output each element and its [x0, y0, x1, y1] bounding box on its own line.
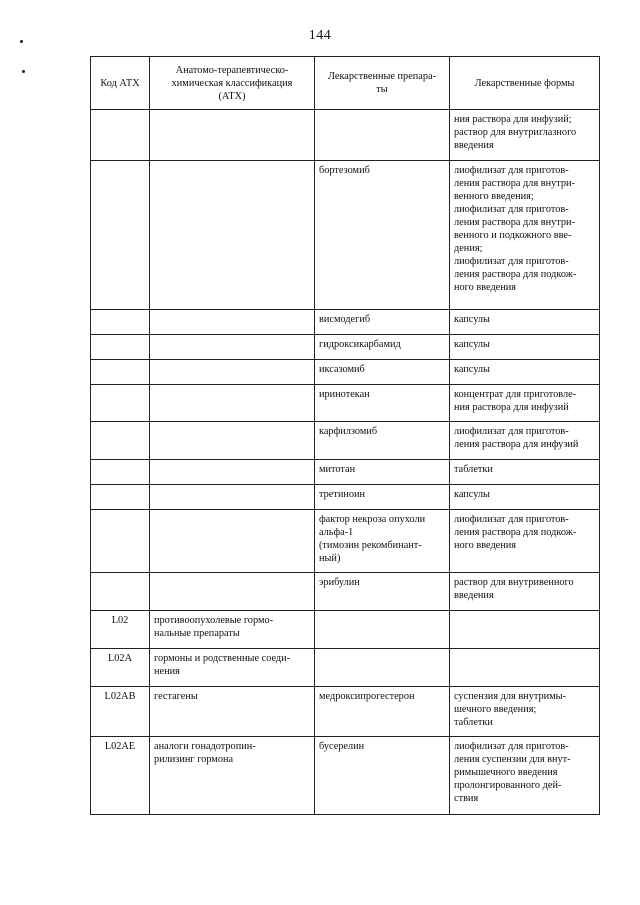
dosage-form-cell: [450, 649, 600, 687]
table-row: [91, 687, 600, 737]
drug-cell: гидроксикарбамид: [315, 335, 450, 360]
classification-cell: [150, 161, 315, 310]
dosage-form-cell: лиофилизат для приготов- ления суспензии для внут- римышечного введения пролонгированного дей- ствия: [450, 737, 600, 815]
table-row: [91, 422, 600, 460]
table-row: [91, 737, 600, 815]
dosage-form-cell: капсулы: [450, 360, 600, 385]
dosage-form-cell: [450, 611, 600, 649]
scan-speck: [22, 70, 25, 73]
table-row: [91, 649, 600, 687]
table-row: [91, 460, 600, 485]
drug-cell: фактор некроза опухоли альфа-1 (тимозин рекомбинант- ный): [315, 510, 450, 573]
atx-code-cell: [91, 485, 150, 510]
classification-cell: [150, 573, 315, 611]
atx-code-cell: [91, 335, 150, 360]
classification-cell: [150, 485, 315, 510]
table-row: [91, 310, 600, 335]
table-row: [91, 485, 600, 510]
drug-cell: медроксипрогестерон: [315, 687, 450, 737]
table-row: [91, 335, 600, 360]
classification-cell: гестагены: [150, 687, 315, 737]
atx-classification-table: [90, 56, 600, 815]
classification-cell: [150, 460, 315, 485]
drug-cell: [315, 110, 450, 161]
classification-cell: [150, 360, 315, 385]
table-row: [91, 385, 600, 422]
header-atx-code: Код АТХ: [91, 57, 150, 110]
atx-code-cell: [91, 573, 150, 611]
dosage-form-cell: капсулы: [450, 335, 600, 360]
drug-cell: бусерелин: [315, 737, 450, 815]
atx-code-cell: [91, 310, 150, 335]
classification-cell: [150, 110, 315, 161]
classification-cell: противоопухолевые гормо- нальные препараты: [150, 611, 315, 649]
dosage-form-cell: раствор для внутривенного введения: [450, 573, 600, 611]
scan-speck: [20, 40, 23, 43]
table-row: [91, 573, 600, 611]
classification-cell: [150, 422, 315, 460]
dosage-form-cell: капсулы: [450, 310, 600, 335]
drug-cell: иксазомиб: [315, 360, 450, 385]
drug-cell: эрибулин: [315, 573, 450, 611]
dosage-form-cell: лиофилизат для приготов- ления раствора для внутри- венного введения; лиофилизат для приготов- ления раствора для внутри- венного и подкожного вве- дения; лиофилизат для приготов- ления раствора для подкож- ного введения: [450, 161, 600, 310]
dosage-form-cell: лиофилизат для приготов- ления раствора для подкож- ного введения: [450, 510, 600, 573]
table-row: [91, 110, 600, 161]
drug-cell: висмодегиб: [315, 310, 450, 335]
page-number: 144: [308, 28, 332, 43]
dosage-form-cell: суспензия для внутримы- шечного введения; таблетки: [450, 687, 600, 737]
drug-cell: [315, 649, 450, 687]
drug-cell: митотан: [315, 460, 450, 485]
drug-cell: иринотекан: [315, 385, 450, 422]
dosage-form-cell: таблетки: [450, 460, 600, 485]
drug-cell: [315, 611, 450, 649]
atx-code-cell: L02: [91, 611, 150, 649]
atx-code-cell: [91, 360, 150, 385]
classification-cell: [150, 310, 315, 335]
atx-code-cell: [91, 161, 150, 310]
atx-code-cell: L02AB: [91, 687, 150, 737]
atx-code-cell: L02AE: [91, 737, 150, 815]
table-row: [91, 360, 600, 385]
classification-cell: гормоны и родственные соеди- нения: [150, 649, 315, 687]
header-classification: Анатомо-терапевтическо- химическая классификация (АТХ): [150, 57, 315, 110]
classification-cell: аналоги гонадотропин- рилизинг гормона: [150, 737, 315, 815]
atx-code-cell: [91, 460, 150, 485]
atx-code-cell: [91, 422, 150, 460]
table-row: [91, 510, 600, 573]
atx-code-cell: [91, 385, 150, 422]
table-row: [91, 611, 600, 649]
drug-cell: бортезомиб: [315, 161, 450, 310]
atx-code-cell: L02A: [91, 649, 150, 687]
drug-cell: третиноин: [315, 485, 450, 510]
classification-cell: [150, 385, 315, 422]
atx-code-cell: [91, 510, 150, 573]
atx-code-cell: [91, 110, 150, 161]
dosage-form-cell: ния раствора для инфузий; раствор для внутриглазного введения: [450, 110, 600, 161]
classification-cell: [150, 510, 315, 573]
drug-cell: карфилзомиб: [315, 422, 450, 460]
table-header-row: [91, 57, 600, 110]
table-row: [91, 161, 600, 310]
dosage-form-cell: концентрат для приготовле- ния раствора для инфузий: [450, 385, 600, 422]
dosage-form-cell: лиофилизат для приготов- ления раствора для инфузий: [450, 422, 600, 460]
classification-cell: [150, 335, 315, 360]
header-drugs: Лекарственные препара- ты: [315, 57, 450, 110]
header-dosage-forms: Лекарственные формы: [450, 57, 600, 110]
dosage-form-cell: капсулы: [450, 485, 600, 510]
